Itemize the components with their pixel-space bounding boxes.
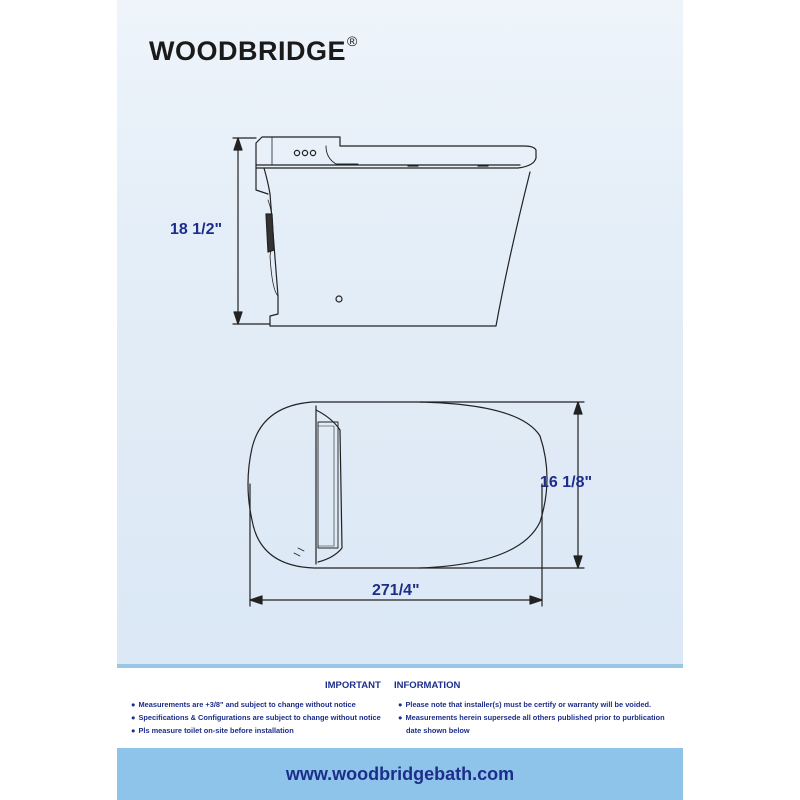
length-dimension-label: 271/4" — [372, 582, 420, 599]
height-dimension-line — [233, 138, 270, 324]
right-note-3: date shown below — [406, 726, 470, 735]
left-note-2: ● Specifications & Configurations are subject to change without notice — [131, 713, 381, 722]
registered-mark: ® — [347, 33, 358, 49]
left-note-3: ● Pls measure toilet on-site before installation — [131, 726, 294, 735]
right-note-1: ● Please note that installer(s) must be certify or warranty will be voided. — [398, 700, 652, 709]
width-dimension-label: 16 1/8" — [540, 474, 593, 491]
toilet-top-view — [248, 402, 547, 568]
right-note-2: ● Measurements herein supersede all others published prior to purblication — [398, 713, 665, 722]
height-dimension-label: 18 1/2" — [170, 221, 223, 238]
website-link[interactable]: www.woodbridgebath.com — [285, 764, 515, 784]
left-note-1: ● Measurements are +3/8" and subject to change without notice — [131, 700, 356, 709]
info-divider — [117, 664, 683, 668]
brand-name: WOODBRIDGE — [149, 36, 346, 66]
toilet-side-view — [256, 137, 536, 326]
info-title-information: INFORMATION — [394, 680, 461, 691]
info-title-important: IMPORTANT — [325, 680, 381, 691]
footer-bar — [117, 748, 683, 800]
